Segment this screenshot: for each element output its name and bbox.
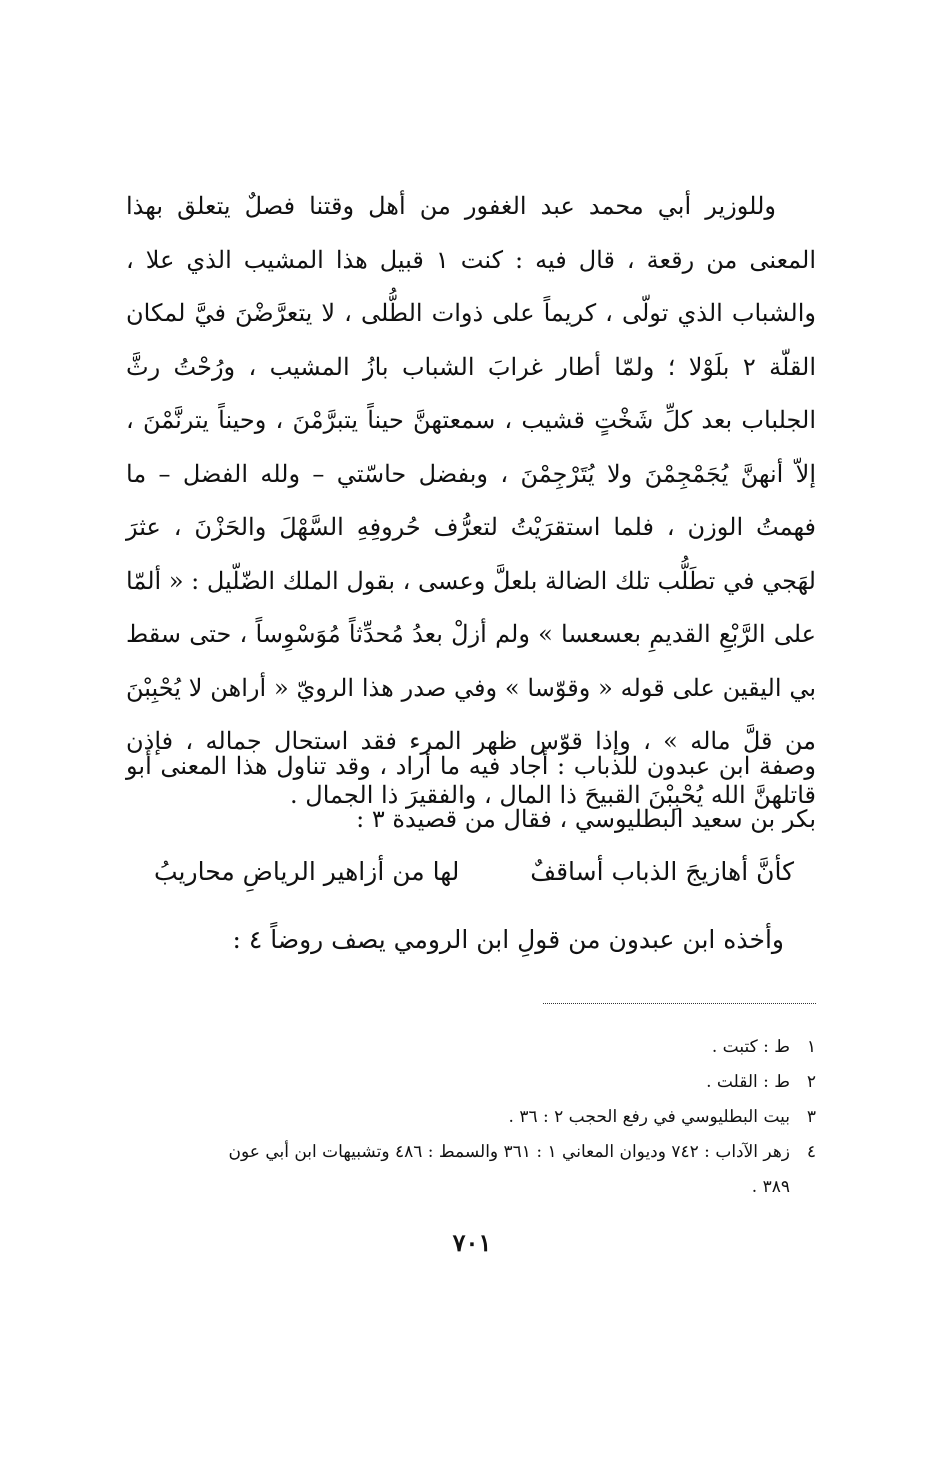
footnote-text: ط : القلت . — [706, 1072, 790, 1092]
footnote-text: بيت البطليوسي في رفع الحجب ٢ : ٣٦ . — [508, 1107, 790, 1127]
footnote-text: ط : كتبت . — [711, 1037, 790, 1057]
footnotes — [126, 1030, 816, 1205]
body-paragraph-1 — [126, 180, 816, 822]
footnote-text: زهر الآداب : ٧٤٢ وديوان المعاني ١ : ٣٦١ والسمط : ٤٨٦ وتشبيهات ابن أبي عون — [228, 1142, 790, 1162]
footnote-1 — [126, 1030, 816, 1065]
footnote-4-continuation: ٣٨٩ . — [751, 1177, 790, 1197]
body-paragraph-2 — [126, 740, 816, 846]
paragraph-2-text: وصفة ابن عبدون للذباب : أجاد فيه ما أراد ، وقد تناول هذا المعنى أبو بكر بن سعيد البطليوسي ، فقال من قصيدة ٣ : — [126, 752, 816, 833]
footnote-number: ١ — [806, 1037, 816, 1057]
footnote-separator — [543, 1003, 816, 1004]
footnote-3 — [126, 1100, 816, 1135]
footnote-number: ٤ — [806, 1142, 816, 1162]
footnote-number: ٢ — [806, 1072, 816, 1092]
footnote-2 — [126, 1065, 816, 1100]
paragraph-1-text: وللوزير أبي محمد عبد الغفور من أهل وقتنا فصلٌ يتعلق بهذا المعنى من رقعة ، قال فيه : كنت ١ قبيل هذا المشيب الذي علا ، والشباب الذي تولّى ، كريماً على ذوات الطُّلى ، لا يتعرَّضْنَ فيَّ لمكان القلّة ٢ بلَوْلا ؛ ولمّا أطار غرابَ الشباب بازُ المشيب ، ورُحْتُ رثَّ الجلباب بعد كلِّ شَخْتٍ قشيب ، سمعتهنَّ حيناً يتبرَّمْنَ ، وحيناً يترنَّمْنَ ، إلاّ أنهنَّ يُجَمْجِمْنَ ولا يُتَرْجِمْنَ ، وبفضل حاسّتي – ولله الفضل – ما فهمتُ الوزن ، فلما استقرَيْتُ لتعرُّف حُروفِهِ السَّهْلَ والحَزْنَ ، عثرَ لهَجي في تطَلُّب تلك الضالة بلعلَّ وعسى ، بقول الملك الضّلّيل : « ألمّا على الرَّبْعِ القديمِ بعسعسا » ولم أزلْ بعدُ مُحدِّثاً مُوَسْوِساً ، حتى سقط بي اليقين على قوله « وقوّسا » وفي صدر هذا الرويّ « أراهن لا يُحْبِبْنَ من قلَّ ماله » ، وإذا قوّس ظهر المرء فقد استحال جماله ، فإذن قاتلهنَّ الله يُحْبِبْنَ القبيحَ ذا المال ، والفقيرَ ذا الجمال . — [126, 192, 817, 809]
page-number: ٧٠١ — [452, 1228, 492, 1257]
verse-second-hemistich: لها من أزاهير الرياضِ محاريبُ — [154, 857, 460, 886]
verse-first-hemistich: كأنَّ أهازيجَ الذباب أساقفٌ — [530, 857, 794, 886]
poetry-verse — [154, 852, 794, 892]
line-after-verse: وأخذه ابن عبدون من قولِ ابن الرومي يصف روضاً ٤ : — [232, 925, 784, 954]
footnote-number: ٣ — [806, 1107, 816, 1127]
footnote-4 — [126, 1135, 816, 1170]
